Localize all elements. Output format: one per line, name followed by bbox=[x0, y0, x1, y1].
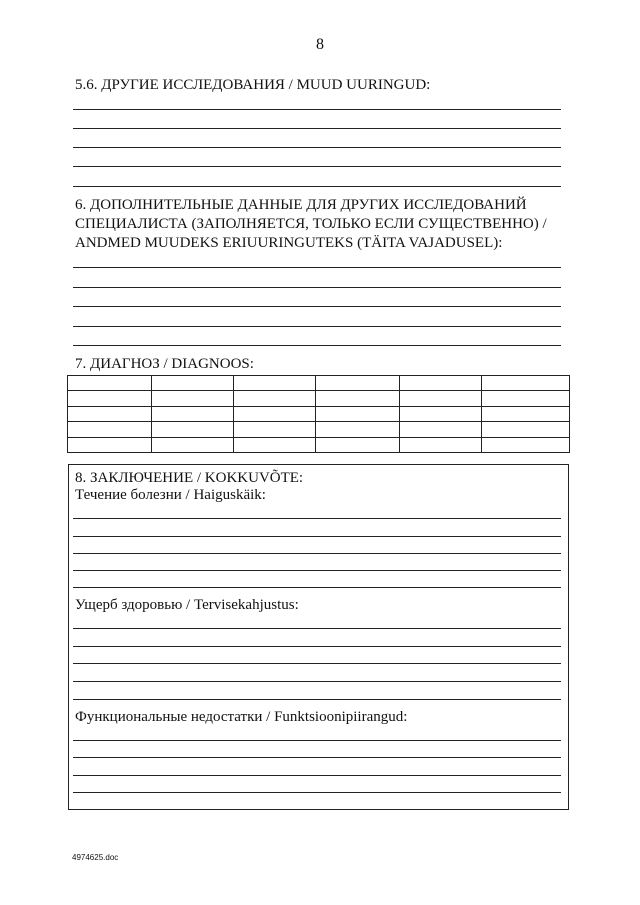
table-cell[interactable] bbox=[400, 406, 482, 421]
answer-line bbox=[73, 663, 561, 664]
table-cell[interactable] bbox=[316, 422, 400, 437]
table-cell[interactable] bbox=[400, 422, 482, 437]
answer-line bbox=[73, 147, 561, 148]
table-cell[interactable] bbox=[316, 391, 400, 406]
answer-line bbox=[73, 792, 561, 793]
section-6-heading-line2: СПЕЦИАЛИСТА (ЗАПОЛНЯЕТСЯ, ТОЛЬКО ЕСЛИ СУЩЕСТВЕННО) / bbox=[75, 216, 547, 232]
answer-line bbox=[73, 775, 561, 776]
answer-line bbox=[73, 186, 561, 187]
answer-line bbox=[73, 166, 561, 167]
table-cell[interactable] bbox=[152, 391, 234, 406]
table-cell[interactable] bbox=[68, 406, 152, 421]
answer-line bbox=[73, 326, 561, 327]
table-cell[interactable] bbox=[68, 391, 152, 406]
answer-line bbox=[73, 587, 561, 588]
answer-line bbox=[73, 757, 561, 758]
diagnosis-table bbox=[67, 375, 570, 453]
answer-line bbox=[73, 681, 561, 682]
table-cell[interactable] bbox=[68, 422, 152, 437]
table-cell[interactable] bbox=[316, 406, 400, 421]
answer-line bbox=[73, 553, 561, 554]
table-cell[interactable] bbox=[152, 376, 234, 391]
section-6-heading-line1: 6. ДОПОЛНИТЕЛЬНЫЕ ДАННЫЕ ДЛЯ ДРУГИХ ИССЛЕДОВАНИЙ bbox=[75, 197, 527, 213]
table-row bbox=[68, 406, 570, 421]
answer-line bbox=[73, 128, 561, 129]
answer-line bbox=[73, 345, 561, 346]
table-cell[interactable] bbox=[234, 437, 316, 452]
table-cell[interactable] bbox=[152, 437, 234, 452]
table-cell[interactable] bbox=[400, 437, 482, 452]
table-cell[interactable] bbox=[400, 391, 482, 406]
table-cell[interactable] bbox=[482, 406, 570, 421]
table-cell[interactable] bbox=[152, 406, 234, 421]
table-cell[interactable] bbox=[68, 376, 152, 391]
table-row bbox=[68, 376, 570, 391]
table-cell[interactable] bbox=[68, 437, 152, 452]
table-cell[interactable] bbox=[482, 391, 570, 406]
table-cell[interactable] bbox=[316, 376, 400, 391]
table-cell[interactable] bbox=[234, 391, 316, 406]
table-row bbox=[68, 437, 570, 452]
table-cell[interactable] bbox=[482, 376, 570, 391]
answer-line bbox=[73, 699, 561, 700]
section-7-heading: 7. ДИАГНОЗ / DIAGNOOS: bbox=[75, 356, 254, 372]
answer-line bbox=[73, 518, 561, 519]
table-row bbox=[68, 391, 570, 406]
table-cell[interactable] bbox=[482, 437, 570, 452]
table-cell[interactable] bbox=[400, 376, 482, 391]
table-row bbox=[68, 422, 570, 437]
answer-line bbox=[73, 628, 561, 629]
answer-line bbox=[73, 287, 561, 288]
footer-filename: 4974625.doc bbox=[72, 853, 119, 862]
conclusion-box bbox=[68, 464, 569, 810]
table-cell[interactable] bbox=[482, 422, 570, 437]
table-cell[interactable] bbox=[234, 376, 316, 391]
table-cell[interactable] bbox=[234, 406, 316, 421]
answer-line bbox=[73, 536, 561, 537]
answer-line bbox=[73, 646, 561, 647]
health-damage-label: Ущерб здоровью / Tervisekahjustus: bbox=[75, 597, 299, 613]
section-8-heading: 8. ЗАКЛЮЧЕНИЕ / KOKKUVÕTE: bbox=[75, 470, 304, 486]
functional-limitations-label: Функциональные недостатки / Funktsioonipiirangud: bbox=[75, 709, 408, 725]
page-number: 8 bbox=[316, 36, 324, 53]
table-cell[interactable] bbox=[152, 422, 234, 437]
answer-line bbox=[73, 109, 561, 110]
section-5-6-heading: 5.6. ДРУГИЕ ИССЛЕДОВАНИЯ / MUUD UURINGUD: bbox=[75, 77, 431, 93]
disease-course-label: Течение болезни / Haiguskäik: bbox=[75, 487, 266, 503]
answer-line bbox=[73, 267, 561, 268]
section-6-heading-line3: ANDMED MUUDEKS ERIUURINGUTEKS (TÄITA VAJADUSEL): bbox=[75, 235, 503, 251]
table-cell[interactable] bbox=[234, 422, 316, 437]
table-cell[interactable] bbox=[316, 437, 400, 452]
answer-line bbox=[73, 306, 561, 307]
answer-line bbox=[73, 740, 561, 741]
answer-line bbox=[73, 570, 561, 571]
